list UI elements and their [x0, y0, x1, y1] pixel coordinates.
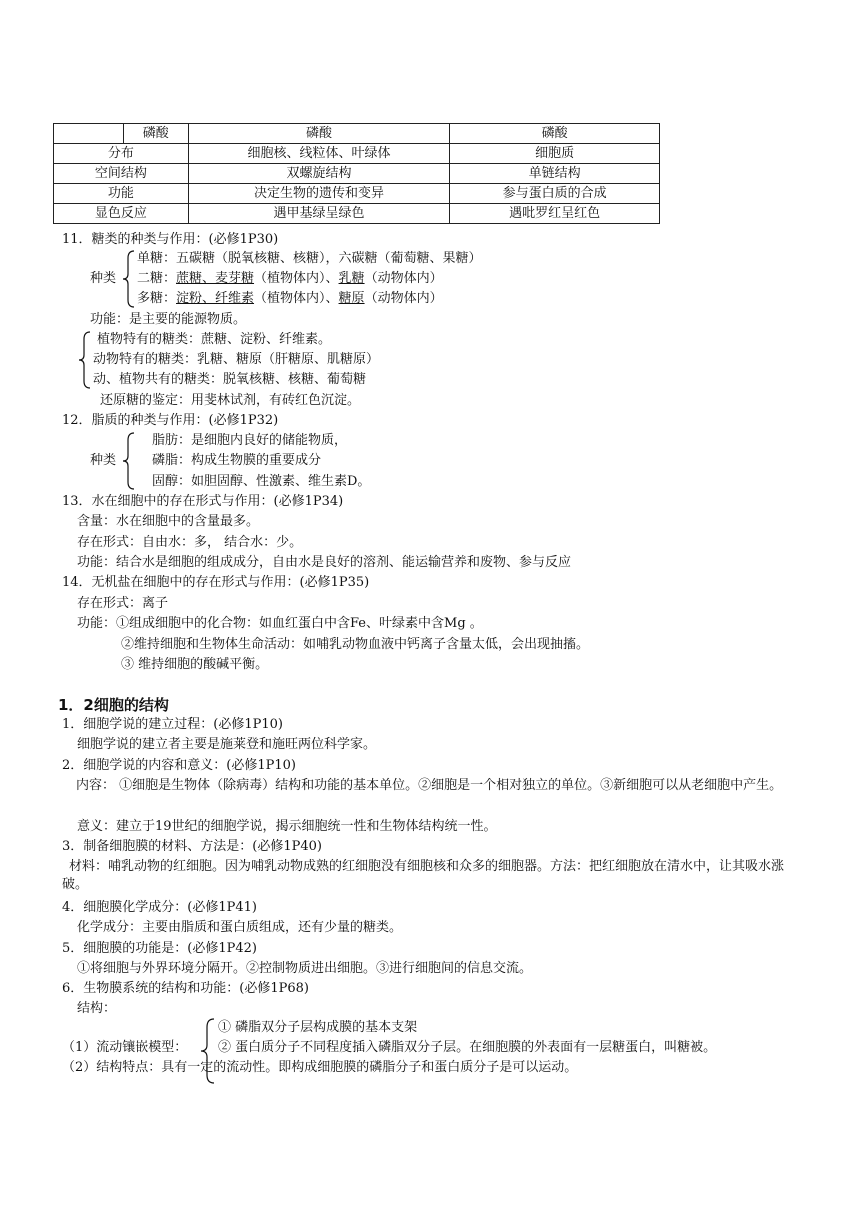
- table-cell: 细胞核、线粒体、叶绿体: [188, 144, 450, 164]
- underlined-text: 淀粉、纤维素: [176, 291, 255, 306]
- text: 二糖：: [137, 271, 177, 286]
- item-body: （1）流动镶嵌模型：: [62, 1040, 188, 1055]
- table-row-label: 功能: [54, 184, 189, 204]
- underlined-text: 乳糖: [338, 271, 365, 286]
- table-cell: 单链结构: [450, 164, 660, 184]
- text: （动物体内）: [364, 271, 443, 286]
- model-point-2: ② 蛋白质分子不同程度插入磷脂双分子层。在细胞膜的外表面有一层糖蛋白，叫糖被。: [218, 1040, 717, 1055]
- table-cell: 遇吡罗红呈红色: [450, 204, 660, 224]
- model-point-1: ① 磷脂双分子层构成膜的基本支架: [218, 1020, 418, 1035]
- heading-water: 13．水在细胞中的存在形式与作用：(必修1P34): [62, 494, 344, 509]
- underlined-text: 蔗糖、麦芽糖: [176, 271, 255, 286]
- left-brace-icon: [78, 331, 92, 389]
- monosaccharide-line: 单糖：五碳糖（脱氧核糖、核糖），六碳糖（葡萄糖、果糖）: [137, 251, 482, 266]
- text: （动物体内）: [364, 291, 443, 306]
- item-body: 材料：哺乳动物的红细胞。因为哺乳动物成熟的红细胞没有细胞核和众多的细胞器。方法：把红细胞放在清水中，让其吸水涨破。: [62, 859, 785, 892]
- shared-sugars: 动、植物共有的糖类：脱氧核糖、核糖、葡萄糖: [93, 372, 367, 387]
- salt-function-1: 功能：①组成细胞中的化合物：如血红蛋白中含Fe、叶绿素中含Mg 。: [77, 616, 483, 631]
- underlined-text: 糖原: [338, 291, 365, 306]
- item-heading: 5．细胞膜的功能是：(必修1P42): [62, 941, 257, 956]
- fat-line: 脂肪：是细胞内良好的储能物质，: [152, 433, 348, 448]
- heading-inorganic-salts: 14．无机盐在细胞中的存在形式与作用：(必修1P35): [62, 575, 370, 590]
- item-body: 细胞学说的建立者主要是施莱登和施旺两位科学家。: [77, 737, 377, 752]
- item-heading: 6．生物膜系统的结构和功能：(必修1P68): [62, 981, 309, 996]
- salt-function-3: ③ 维持细胞的酸碱平衡。: [121, 657, 269, 672]
- kinds-label: 种类: [90, 453, 117, 468]
- item-heading: 4．细胞膜化学成分：(必修1P41): [62, 900, 257, 915]
- table-cell: 参与蛋白质的合成: [450, 184, 660, 204]
- water-form: 存在形式：自由水：多， 结合水：少。: [77, 535, 303, 550]
- table-cell: [54, 124, 124, 144]
- table-row-label: 分布: [54, 144, 189, 164]
- item-body: 意义：建立于19世纪的细胞学说，揭示细胞统一性和生物体结构统一性。: [77, 819, 497, 834]
- dna-rna-table: [53, 123, 660, 224]
- table-row: [54, 144, 660, 164]
- disaccharide-line: [137, 270, 443, 288]
- water-amount: 含量：水在细胞中的含量最多。: [77, 514, 260, 529]
- table-row-label: 显色反应: [54, 204, 189, 224]
- section-title: 1．2细胞的结构: [58, 696, 169, 714]
- water-function: 功能：结合水是细胞的组成成分，自由水是良好的溶剂、能运输营养和废物、参与反应: [77, 555, 572, 570]
- item-heading: 1．细胞学说的建立过程：(必修1P10): [62, 717, 283, 732]
- item-body: ①将细胞与外界环境分隔开。②控制物质进出细胞。③进行细胞间的信息交流。: [77, 961, 533, 976]
- item-heading: 2．细胞学说的内容和意义：(必修1P10): [62, 758, 296, 773]
- heading-lipids: 12．脂质的种类与作用：(必修1P32): [62, 413, 279, 428]
- salt-function-2: ②维持细胞和生物体生命活动：如哺乳动物血液中钙离子含量太低，会出现抽搐。: [121, 637, 590, 652]
- item-body: 内容： ①细胞是生物体（除病毒）结构和功能的基本单位。②细胞是一个相对独立的单位。③新细胞可以从老细胞中产生。: [76, 778, 783, 793]
- left-brace-icon: [122, 432, 136, 490]
- structure-feature: （2）结构特点：具有一定的流动性。即构成细胞膜的磷脂分子和蛋白质分子是可以运动。: [62, 1060, 578, 1075]
- table-row: [54, 164, 660, 184]
- animal-sugars: 动物特有的糖类：乳糖、糖原（肝糖原、肌糖原）: [93, 352, 380, 367]
- table-cell: 遇甲基绿呈绿色: [188, 204, 450, 224]
- sterol-line: 固醇：如胆固醇、性激素、维生素D。: [152, 474, 371, 489]
- plant-sugars: 植物特有的糖类：蔗糖、淀粉、纤维素。: [97, 332, 332, 347]
- phospholipid-line: 磷脂：构成生物膜的重要成分: [152, 453, 322, 468]
- item-heading: 3．制备细胞膜的材料、方法是：(必修1P40): [62, 839, 322, 854]
- table-row: [54, 124, 660, 144]
- table-cell: 细胞质: [450, 144, 660, 164]
- sugar-function: 功能：是主要的能源物质。: [90, 312, 247, 327]
- table-cell: 磷酸: [188, 124, 450, 144]
- text: 多糖：: [137, 291, 177, 306]
- table-cell: 磷酸: [123, 124, 188, 144]
- table-row: [54, 204, 660, 224]
- kinds-label: 种类: [90, 271, 117, 286]
- table-row: [54, 184, 660, 204]
- item-body: 化学成分：主要由脂质和蛋白质组成，还有少量的糖类。: [77, 920, 403, 935]
- text: （植物体内）、: [254, 271, 339, 286]
- reducing-sugar-test: 还原糖的鉴定：用斐林试剂，有砖红色沉淀。: [100, 393, 361, 408]
- table-cell: 磷酸: [450, 124, 660, 144]
- item-body: 结构：: [77, 1001, 117, 1016]
- text: （植物体内）、: [254, 291, 339, 306]
- heading-sugars: 11．糖类的种类与作用：(必修1P30): [62, 232, 279, 247]
- table-row-label: 空间结构: [54, 164, 189, 184]
- table-cell: 决定生物的遗传和变异: [188, 184, 450, 204]
- table-cell: 双螺旋结构: [188, 164, 450, 184]
- polysaccharide-line: [137, 290, 443, 308]
- left-brace-icon: [122, 250, 136, 308]
- salt-form: 存在形式：离子: [77, 596, 169, 611]
